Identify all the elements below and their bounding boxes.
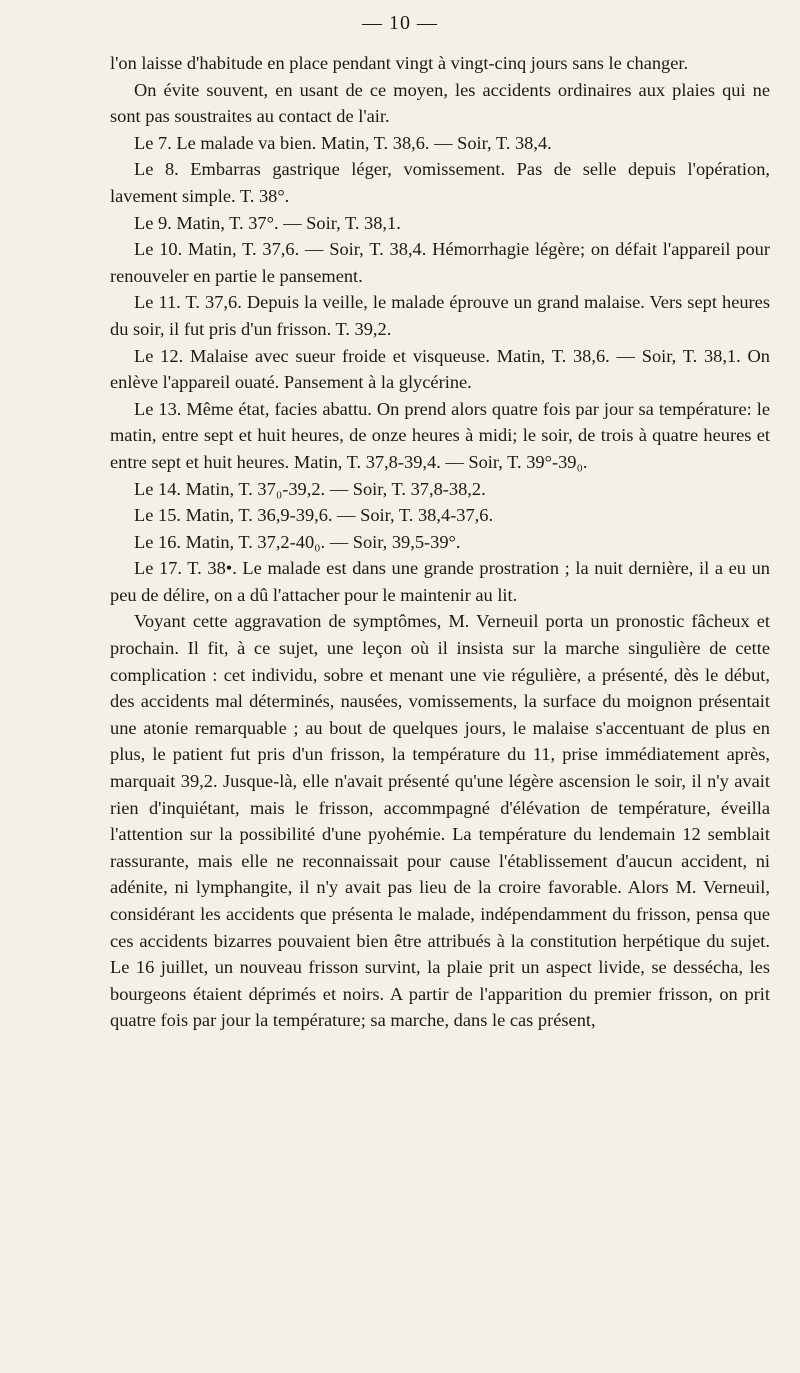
- entry-day-10: Le 10. Matin, T. 37,6. — Soir, T. 38,4. Hémorrhagie légère; on défait l'appareil pour renouveler en partie le pansement.: [110, 239, 770, 286]
- body-text: [110, 50, 770, 1034]
- paragraph-verneuil-lecture: Voyant cette aggravation de symptômes, M. Verneuil porta un pronostic fâcheux et prochain. Il fit, à ce sujet, une leçon où il insista sur la marche singulière de cette complication : cet individu, sobre et menant une vie régulière, a présenté, dès le début, des accidents mal déterminés, nausées, vomissements, la surface du moignon présentait une atonie remarquable ; au bout de quelques jours, le malaise s'accentuant de plus en plus, le patient fut pris d'un frisson, la température du 11, prise immédiatement après, marquait 39,2. Jusque-là, elle n'avait présenté qu'une légère ascension le soir, il n'y avait rien d'inquiétant, mais le frisson, accommpagné d'élévation de température, éveilla l'attention sur la possibilité d'une pyohémie. La température du lendemain 12 semblait rassurante, mais elle ne reconnaissait pour cause l'établissement d'aucun accident, ni adénite, ni lymphangite, il n'y avait pas lieu de la croire favorable. Alors M. Verneuil, considérant les accidents que présenta le malade, indépendamment du frisson, pensa que ces accidents bizarres pouvaient bien être attribués à la constitution herpétique du sujet. Le 16 juillet, un nouveau frisson survint, la plaie prit un aspect livide, se dessécha, les bourgeons étaient déprimés et noirs. A partir de l'apparition du premier frisson, on prit quatre fois par jour la température; sa marche, dans le cas présent,: [110, 611, 770, 1031]
- page-number: — 10 —: [362, 12, 438, 34]
- entry-day-15: Le 15. Matin, T. 36,9-39,6. — Soir, T. 38,4-37,6.: [134, 505, 494, 526]
- paragraph-continuation: l'on laisse d'habitude en place pendant vingt à vingt-cinq jours sans le changer.: [110, 53, 689, 73]
- entry-day-11: Le 11. T. 37,6. Depuis la veille, le malade éprouve un grand malaise. Vers sept heures du soir, il fut pris d'un frisson. T. 39,2.: [110, 292, 770, 339]
- entry-day-7: Le 7. Le malade va bien. Matin, T. 38,6. — Soir, T. 38,4.: [134, 132, 552, 153]
- entry-day-8: Le 8. Embarras gastrique léger, vomissement. Pas de selle depuis l'opération, lavement simple. T. 38°.: [110, 159, 770, 206]
- paragraph-avoid-accidents: On évite souvent, en usant de ce moyen, les accidents ordinaires aux plaies qui ne sont pas soustraites au contact de l'air.: [110, 79, 770, 127]
- entry-day-9: Le 9. Matin, T. 37°. — Soir, T. 38,1.: [134, 212, 401, 233]
- entry-day-16: Le 16. Matin, T. 37,2-40₀. — Soir, 39,5-39°.: [134, 531, 461, 552]
- entry-day-14: Le 14. Matin, T. 37₀-39,2. — Soir, T. 37,8-38,2.: [134, 478, 486, 499]
- entry-day-12: Le 12. Malaise avec sueur froide et visqueuse. Matin, T. 38,6. — Soir, T. 38,1. On enlève l'appareil ouaté. Pansement à la glycérine.: [110, 345, 770, 393]
- entry-day-17: Le 17. T. 38•. Le malade est dans une grande prostration ; la nuit dernière, il a eu un peu de délire, on a dû l'attacher pour le maintenir au lit.: [110, 558, 770, 605]
- entry-day-13: Le 13. Même état, facies abattu. On prend alors quatre fois par jour sa température: le matin, entre sept et huit heures, de onze heures à midi; le soir, de trois à quatre heures et entre sept et huit heures. Matin, T. 37,8-39,4. — Soir, T. 39°-39₀.: [110, 398, 770, 472]
